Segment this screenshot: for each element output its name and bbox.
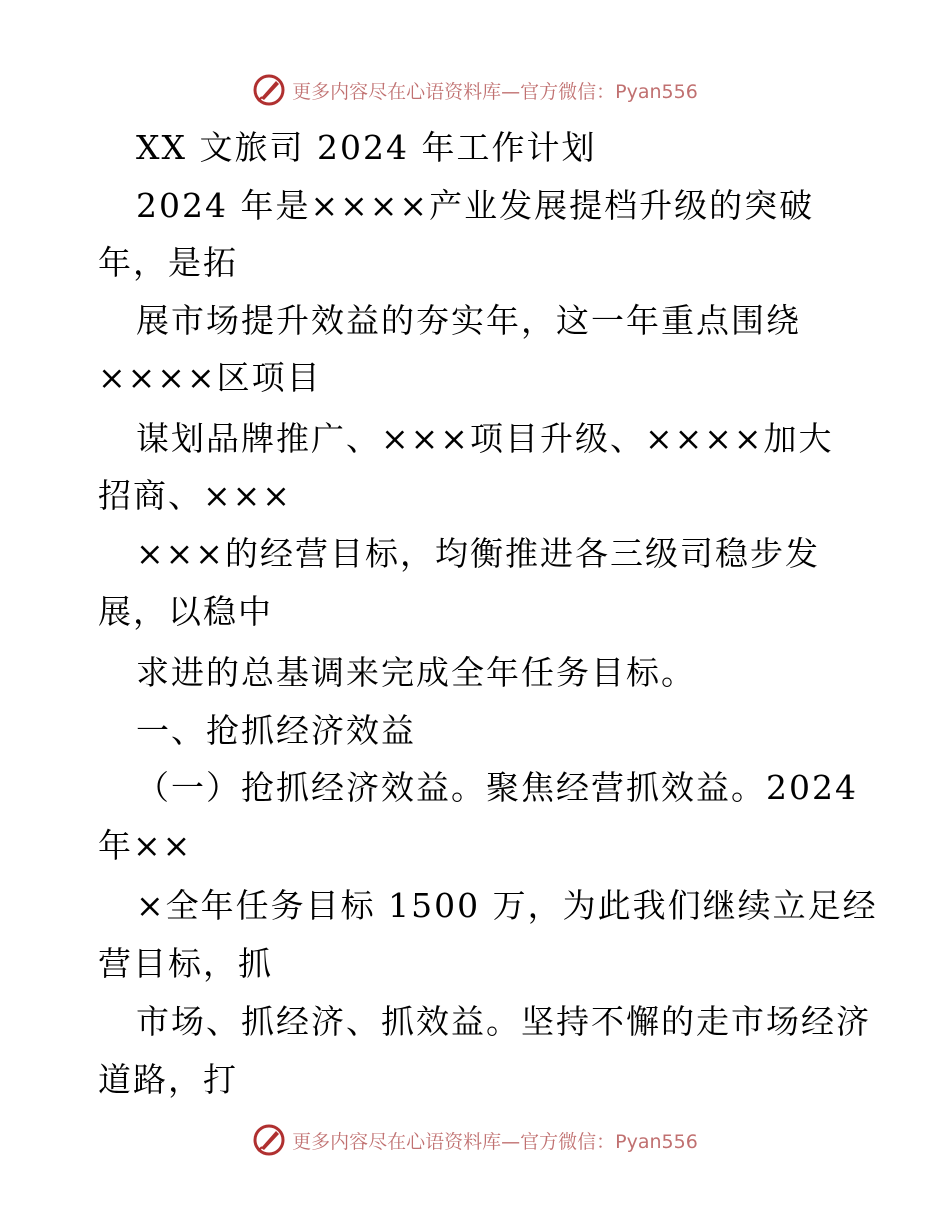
paragraph-line: ×全年任务目标 1500 万，为此我们继续立足经 [136,886,878,925]
watermark-banner-top [0,70,950,110]
paragraph-line: 市场、抓经济、抓效益。坚持不懈的走市场经济 [136,1002,871,1041]
section-heading: 一、抢抓经济效益 [136,711,416,750]
paragraph-line: 招商、××× [98,476,292,515]
paragraph-line: 求进的总基调来完成全年任务目标。 [136,653,696,692]
paragraph-line: ×××的经营目标，均衡推进各三级司稳步发 [136,534,820,573]
paragraph-line: ××××区项目 [98,358,322,397]
paragraph-line: 谋划品牌推广、×××项目升级、××××加大 [136,419,834,458]
subsection-heading: （一）抢抓经济效益。聚焦经营抓效益。2024 [136,768,858,807]
paragraph-line: 营目标，抓 [98,944,273,983]
paragraph-line: 道路，打 [98,1060,238,1099]
paragraph-line: 展，以稳中 [98,592,273,631]
paragraph-line: 年×× [98,826,193,865]
watermark-banner-bottom [0,1120,950,1160]
document-title: XX 文旅司 2024 年工作计划 [136,128,597,167]
paragraph-line: 2024 年是××××产业发展提档升级的突破 [136,186,815,225]
paragraph-line: 年，是拓 [98,243,238,282]
watermark-text: 更多内容尽在心语资料库—官方微信：Pyan556 [292,80,698,103]
watermark-text: 更多内容尽在心语资料库—官方微信：Pyan556 [292,1130,698,1153]
quill-logo-icon [252,73,286,107]
paragraph-line: 展市场提升效益的夯实年，这一年重点围绕 [136,301,801,340]
quill-logo-icon [252,1123,286,1157]
